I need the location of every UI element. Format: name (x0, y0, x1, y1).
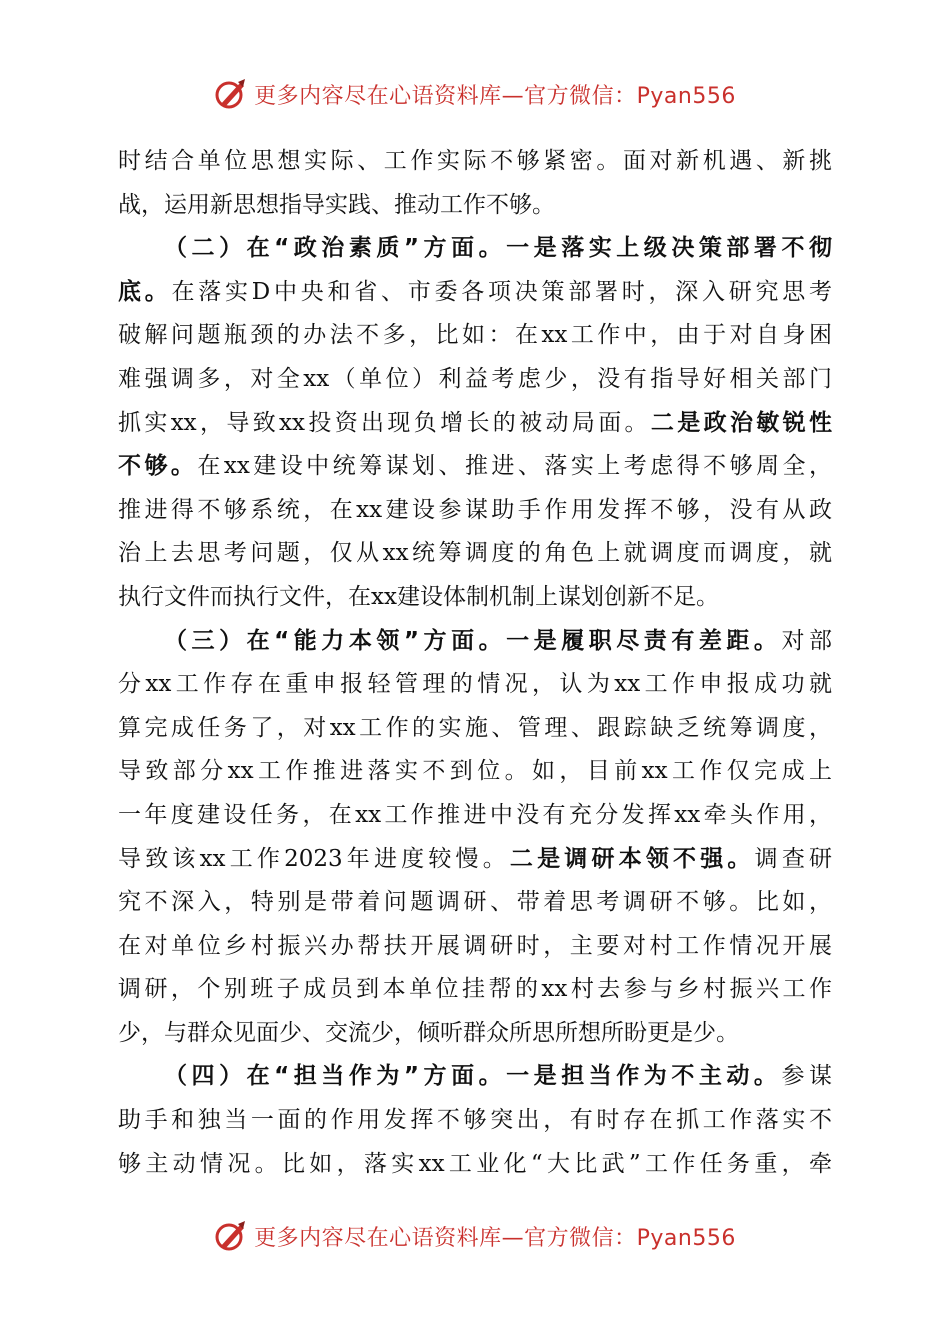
bold-segment: 二是调研本领不强。 (509, 845, 755, 872)
text-line (118, 663, 832, 707)
text-line (118, 1099, 832, 1143)
text-segment: 少，与群众见面少、交流少，倾听群众所思所想所盼更是少。 (118, 1019, 739, 1046)
text-line (118, 881, 832, 925)
text-segment: 破解问题瓶颈的办法不多，比如：在xx工作中，由于对自身困 (118, 322, 832, 349)
text-line (118, 1143, 832, 1187)
text-line (118, 1055, 832, 1099)
text-segment: 调查研 (754, 845, 832, 872)
text-segment: 抓实xx，导致xx投资出现负增长的被动局面。 (118, 409, 651, 436)
text-segment: 难强调多，对全xx（单位）利益考虑少，没有指导好相关部门 (118, 365, 832, 392)
bold-segment: （四）在“担当作为”方面。一是担当作为不主动。 (164, 1063, 782, 1090)
text-segment: 在对单位乡村振兴办帮扶开展调研时，主要对村工作情况开展 (118, 932, 832, 959)
text-line (118, 925, 832, 969)
text-segment: 一年度建设任务，在xx工作推进中没有充分发挥xx牵头作用， (118, 801, 832, 828)
bold-segment: 不够。 (118, 453, 198, 480)
text-line (118, 445, 832, 489)
text-segment: 够主动情况。比如，落实xx工业化“大比武”工作任务重，牵 (118, 1150, 832, 1177)
bold-segment: 底。 (118, 278, 172, 305)
text-segment: 战，运用新思想指导实践、推动工作不够。 (118, 191, 555, 218)
text-segment: 治上去思考问题，仅从xx统筹调度的角色上就调度而调度，就 (118, 540, 832, 567)
text-line (118, 358, 832, 402)
text-line (118, 184, 832, 228)
watermark-text: 更多内容尽在心语资料库—官方微信：Pyan556 (254, 83, 736, 109)
text-segment: 分xx工作存在重申报轻管理的情况，认为xx工作申报成功就 (118, 671, 832, 698)
text-line (118, 707, 832, 751)
text-segment: 导致部分xx工作推进落实不到位。如，目前xx工作仅完成上 (118, 758, 832, 785)
text-line (118, 968, 832, 1012)
watermark-text: 更多内容尽在心语资料库—官方微信：Pyan556 (254, 1225, 736, 1251)
text-segment: 算完成任务了，对xx工作的实施、管理、跟踪缺乏统筹调度， (118, 714, 832, 741)
text-line (118, 576, 832, 620)
text-segment: 时结合单位思想实际、工作实际不够紧密。面对新机遇、新挑 (118, 148, 832, 174)
text-line (118, 402, 832, 446)
text-segment: 对部 (781, 627, 832, 654)
text-line (118, 489, 832, 533)
text-line (118, 227, 832, 271)
text-line (118, 271, 832, 315)
document-body (118, 140, 832, 1186)
text-segment: 究不深入，特别是带着问题调研、带着思考调研不够。比如， (118, 889, 832, 916)
text-line (118, 620, 832, 664)
text-line (118, 794, 832, 838)
text-segment: 执行文件而执行文件，在xx建设体制机制上谋划创新不足。 (118, 583, 719, 610)
text-segment: 助手和独当一面的作用发挥不够突出，有时存在抓工作落实不 (118, 1107, 832, 1134)
text-line (118, 838, 832, 882)
text-line (118, 750, 832, 794)
text-segment: 调研，个别班子成员到本单位挂帮的xx村去参与乡村振兴工作 (118, 976, 832, 1003)
bold-segment: （二）在“政治素质”方面。一是落实上级决策部署不彻 (164, 235, 832, 262)
pen-logo-icon (214, 77, 248, 111)
text-line (118, 532, 832, 576)
watermark-banner-bottom (0, 1216, 950, 1256)
pen-logo-icon (214, 1219, 248, 1253)
text-line (118, 1012, 832, 1056)
bold-segment: 二是政治敏锐性 (650, 409, 832, 436)
text-segment: 在落实D中央和省、市委各项决策部署时，深入研究思考 (171, 278, 832, 305)
text-line (118, 314, 832, 358)
text-segment: 在xx建设中统筹谋划、推进、落实上考虑得不够周全， (197, 453, 832, 480)
text-segment: 参谋 (781, 1063, 832, 1090)
text-line (118, 140, 832, 184)
text-segment: 推进得不够系统，在xx建设参谋助手作用发挥不够，没有从政 (118, 496, 832, 523)
bold-segment: （三）在“能力本领”方面。一是履职尽责有差距。 (164, 627, 782, 654)
text-segment: 导致该xx工作2023年进度较慢。 (118, 845, 510, 872)
watermark-banner-top (0, 74, 950, 114)
